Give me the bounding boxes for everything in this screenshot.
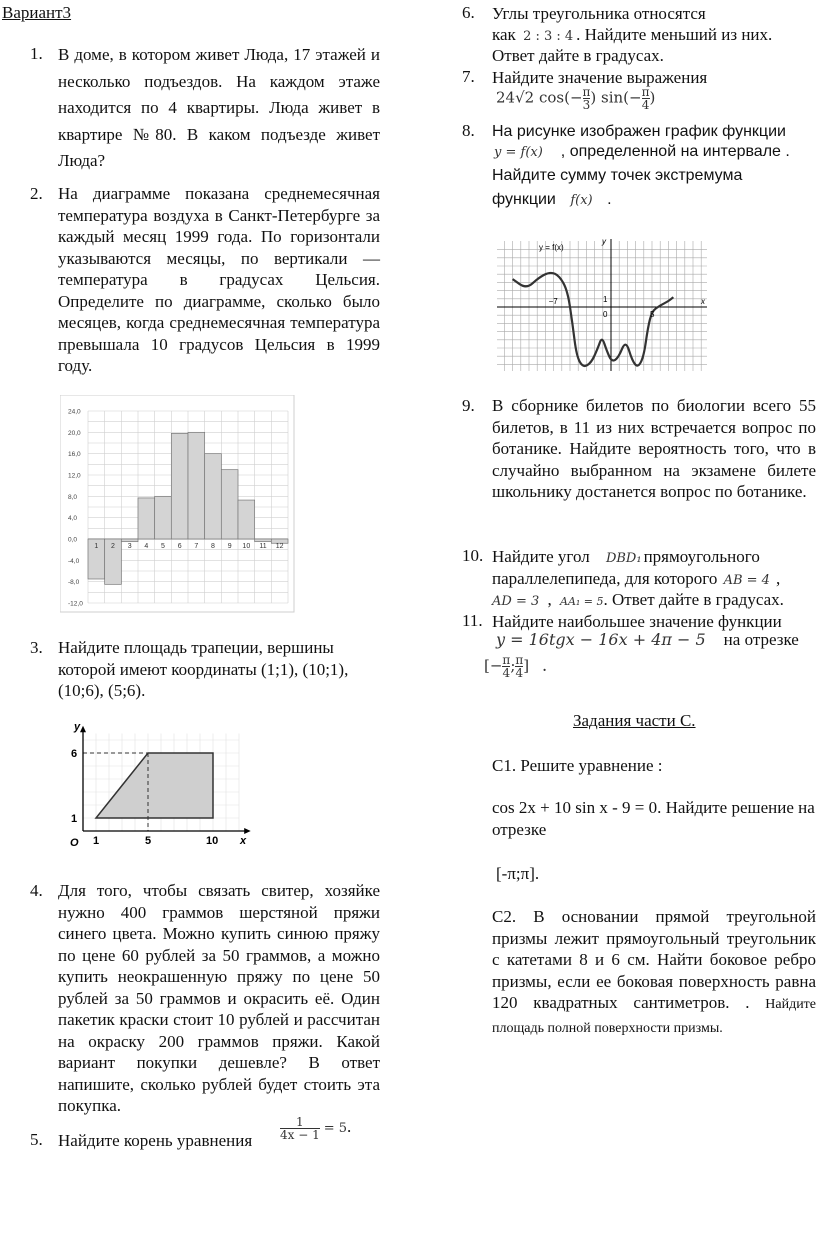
- chart-bar: [238, 500, 255, 539]
- temperature-chart: [60, 395, 295, 613]
- trap-x-tick-10: 10: [206, 835, 219, 847]
- c2-text: С2. В основании прямой треугольной призмы лежит прямоугольный треугольник с катетами 8 и 6 см. Найти боковое ребро призмы, если ее боковая поверхность равна 120 квадратных сантиметров. . Найдите площадь полной поверхности призмы.: [492, 907, 816, 1036]
- chart-x-tick-label: 10: [242, 543, 251, 550]
- chart-x-tick-label: 8: [211, 543, 215, 550]
- chart-bar: [155, 496, 172, 539]
- function-curve: [513, 273, 674, 366]
- fg-x-axis-label: x: [701, 297, 705, 306]
- fg-tick-0: 0: [603, 310, 608, 319]
- eq-end: .: [347, 1117, 352, 1137]
- task-4-number: 4.: [30, 881, 43, 900]
- chart-x-tick-label: 4: [144, 543, 149, 550]
- trap-y-tick-6: 6: [71, 748, 78, 760]
- function-graph: [493, 235, 713, 375]
- task-5-number: 5.: [30, 1130, 43, 1149]
- trapezoid-shape: [96, 753, 213, 818]
- chart-x-tick-label: 2: [111, 543, 115, 550]
- variant-title: Вариант3: [2, 3, 72, 22]
- task-11-line2: y = 16tgx − 16x + 4π − 5 на отрезке: [496, 630, 799, 649]
- task-11-line1: Найдите наибольшее значение функции: [492, 612, 782, 631]
- trap-y-label: y: [74, 721, 81, 733]
- trapezoid-figure: [60, 718, 260, 853]
- chart-y-tick-label: -4,0: [68, 557, 80, 565]
- trap-x-tick-1: 1: [93, 835, 100, 847]
- task-3-text: Найдите площадь трапеции, вершины которой имеют координаты (1;1), (10;1), (10;6), (5;6).: [58, 638, 349, 700]
- chart-x-tick-label: 9: [227, 543, 232, 550]
- task-2-text: На диаграмме показана среднемесячная температура воздуха в Санкт-Петербурге за каждый месяц 1999 года. По горизонтали указываются месяцы, по вертикали — температура в градусах Цельсия. Определите по диаграмме, сколько было месяцев, когда среднемесячная температура превышала 10 градусов Цельсия в 1999 году.: [58, 184, 380, 375]
- task-11-function: y = 16tgx − 16x + 4π − 5: [496, 630, 706, 649]
- fg-tick-neg7: −7: [548, 297, 558, 306]
- function-graph-grid: [497, 241, 707, 371]
- task-10-line3: AD = 3 , AA₁ = 5. Ответ дайте в градусах.: [492, 590, 784, 609]
- eq-numerator: 1: [296, 1115, 304, 1129]
- chart-y-tick-label: 8,0: [68, 493, 78, 501]
- trap-y-tick-1: 1: [71, 813, 78, 825]
- task-5-equation: [280, 1116, 351, 1141]
- task-6-line2: как 2 : 3 : 4 . Найдите меньший из них.: [492, 25, 773, 44]
- chart-bar: [205, 454, 222, 539]
- chart-y-tick-label: 20,0: [68, 429, 81, 437]
- task-2-number: 2.: [30, 184, 43, 203]
- chart-bar: [221, 470, 238, 539]
- part-c-title: Задания части С.: [573, 711, 696, 730]
- chart-x-tick-label: 11: [259, 543, 267, 550]
- task-7-text: Найдите значение выражения: [492, 68, 708, 87]
- chart-x-tick-label: 1: [94, 543, 99, 550]
- c1-line1: С1. Решите уравнение :: [492, 756, 663, 775]
- task-9-text: В сборнике билетов по биологии всего 55 билетов, в 11 из них встречается вопрос по ботанике. Найдите вероятность того, что в случайно выбранном на экзамене билете школьнику достанется вопрос по ботанике.: [492, 396, 816, 501]
- chart-x-tick-label: 7: [194, 543, 199, 550]
- eq-rhs: = 5: [323, 1121, 348, 1137]
- task-8-number: 8.: [462, 121, 475, 140]
- func-label: y = f(x): [494, 145, 543, 160]
- c1-interval: [-π;π].: [496, 864, 540, 883]
- task-10-number: 10.: [462, 546, 484, 565]
- trap-x-tick-5: 5: [145, 835, 152, 847]
- chart-x-tick-label: 3: [127, 543, 132, 550]
- chart-x-tick-label: 6: [177, 543, 182, 550]
- chart-y-tick-label: 0,0: [68, 536, 78, 544]
- chart-bar: [121, 539, 138, 542]
- chart-y-tick-label: 16,0: [68, 451, 81, 459]
- task-10-line1: Найдите угол DBD₁ прямоугольного: [492, 547, 760, 566]
- chart-y-tick-label: 4,0: [68, 515, 78, 523]
- fg-tick-5: 5: [650, 310, 655, 319]
- fg-tick-1: 1: [603, 294, 608, 304]
- chart-x-tick-label: 12: [275, 543, 284, 550]
- y-axis-arrow: [80, 726, 86, 733]
- task-5-text: Найдите корень уравнения: [58, 1131, 253, 1150]
- fg-y-axis-label: y: [602, 237, 606, 246]
- chart-y-tick-label: 12,0: [68, 472, 81, 480]
- task-11-interval: [− $\frac{\pi}{4}$ ; $\frac{\pi}{4}$ ] .: [484, 653, 548, 680]
- x-axis-arrow: [244, 828, 251, 834]
- task-8-line3: Найдите сумму точек экстремума: [492, 167, 743, 184]
- task-1-number: 1.: [30, 44, 43, 63]
- task-8-line1: На рисунке изображен график функции: [492, 123, 786, 140]
- task-9-number: 9.: [462, 396, 475, 415]
- task-10-line2: параллелепипеда, для которого AB = 4 ,: [492, 569, 781, 588]
- chart-x-tick-label: 5: [161, 543, 165, 550]
- ratio: 2 : 3 : 4: [523, 29, 574, 44]
- chart-bar: [138, 498, 155, 539]
- task-6-line1: Углы треугольника относятся: [492, 4, 706, 23]
- task-8-line4: функции f(x) .: [492, 191, 612, 208]
- chart-bar: [255, 539, 272, 542]
- angle-label: DBD₁: [605, 551, 642, 566]
- eq-denominator: 4x − 1: [280, 1128, 320, 1142]
- chart-y-tick-label: 24,0: [68, 408, 81, 416]
- trap-x-label: x: [240, 835, 247, 847]
- task-7-number: 7.: [462, 67, 475, 86]
- c1-line2: cos 2x + 10 sin x - 9 = 0. Найдите решение на отрезке: [492, 798, 815, 839]
- fg-label: y = f(x): [539, 243, 564, 252]
- task-4-text: Для того, чтобы связать свитер, хозяйке нужно 400 граммов шерстяной пряжи синего цвета. Можно купить синюю пряжу по цене 60 рублей за 50 граммов, а можно купить неокрашенную пряжу по цене 50 рублей за 50 граммов и окрасить её. Один пакетик краски стоит 10 рублей и рассчитан на окраску 200 граммов пряжи. Какой вариант покупки дешевле? В ответ напишите, сколько рублей будет стоить эта покупка.: [58, 881, 380, 1115]
- task-7-expression: 24√2 cos(− $\frac{\pi}{3}$ ) sin(− $\frac{\pi}{4}$ ): [496, 85, 656, 112]
- chart-y-tick-label: -12,0: [68, 600, 83, 608]
- task-6-line3: Ответ дайте в градусах.: [492, 46, 664, 65]
- task-8-line2: y = f(x) , определенной на интервале .: [494, 143, 790, 160]
- chart-y-tick-label: -8,0: [68, 579, 80, 587]
- trap-origin-label: O: [70, 837, 79, 849]
- task-11-number: 11.: [462, 611, 483, 630]
- task-6-number: 6.: [462, 3, 475, 22]
- chart-bar: [188, 432, 205, 539]
- chart-bar: [171, 433, 188, 539]
- task-1-text: В доме, в котором живет Люда, 17 этажей и несколько подъездов. На каждом этаже находится по 4 квартиры. Люда живет в квартире №80. В каком подъезде живет Люда?: [58, 45, 380, 170]
- task-3-number: 3.: [30, 638, 43, 657]
